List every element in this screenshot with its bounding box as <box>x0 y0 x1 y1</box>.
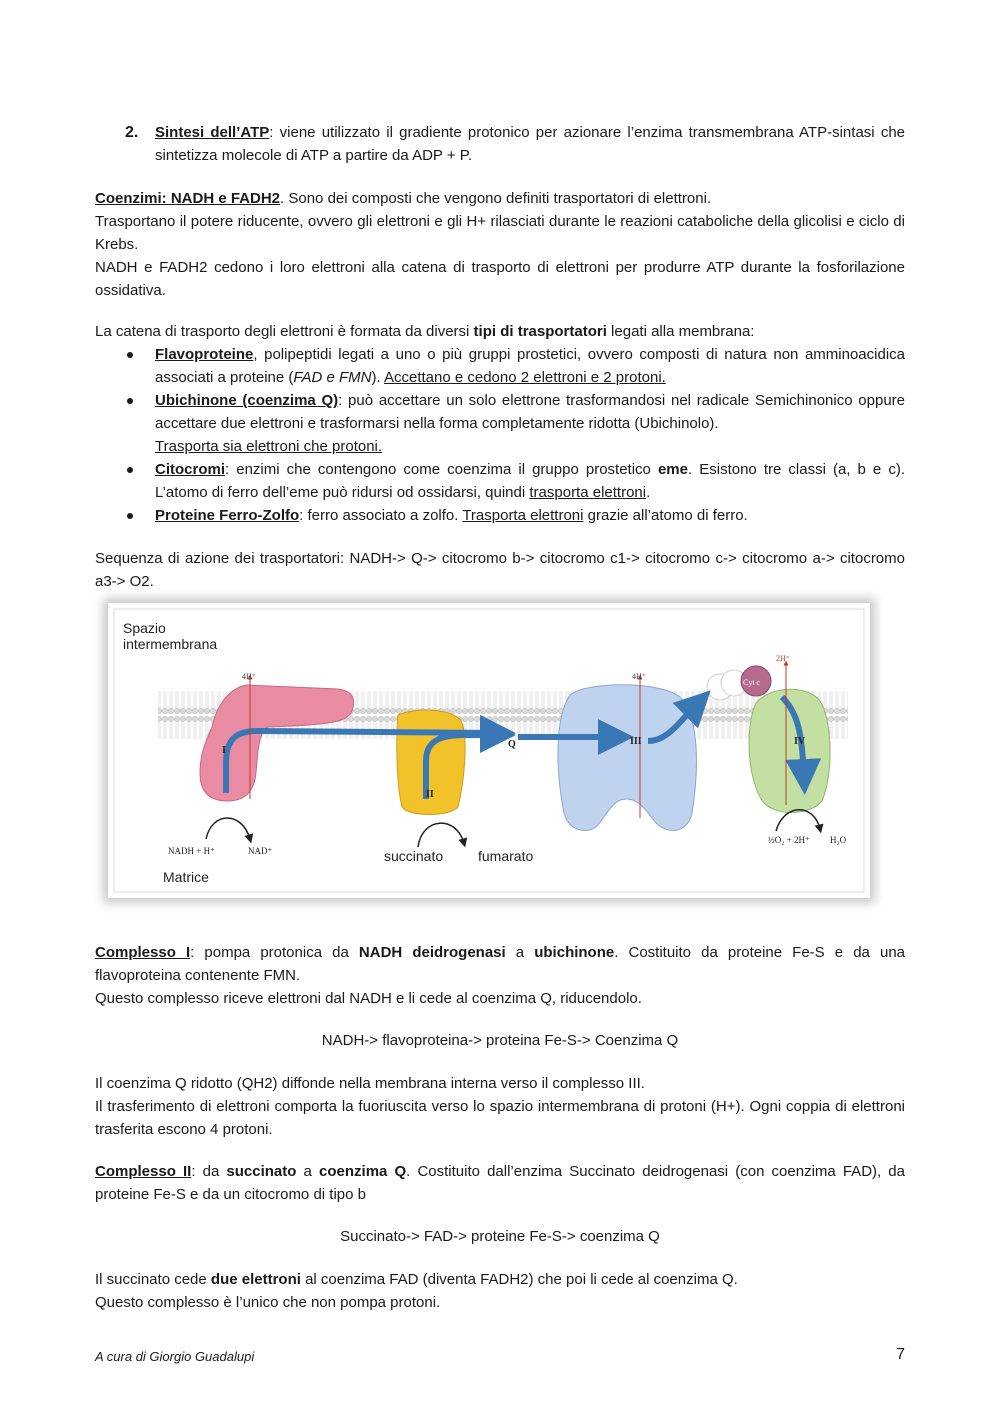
label-4h-left: 4H⁺ <box>242 672 256 681</box>
bullet-text: : enzimi che contengono come coenzima il gruppo prostetico <box>225 461 658 478</box>
label-nadh: NADH + H⁺ <box>168 846 215 856</box>
complesso-i-paragraph-2 <box>95 1072 905 1141</box>
label-fumarato: fumarato <box>478 848 534 864</box>
bullet-title: Ubichinone (coenzima Q) <box>155 392 339 409</box>
etc-diagram <box>108 603 870 898</box>
bullet-underline: Accettano e cedono 2 elettroni e 2 protoni. <box>383 369 666 386</box>
label-cyt-c: Cyt c <box>743 678 761 687</box>
item-title: Sintesi dell’ATP <box>155 124 270 141</box>
sequence-paragraph: Sequenza di azione dei trasportatori: NADH-> Q-> citocromo b-> citocromo c1-> citocromo c-> citocromo a-> citocromo a3-> O2. <box>95 550 905 590</box>
carriers-list <box>125 343 905 527</box>
complesso-i-title: Complesso I <box>95 944 191 961</box>
bullet-underline: trasporta elettroni <box>529 484 647 501</box>
complesso-i-paragraph <box>95 941 905 1010</box>
bullet-underline: Trasporta sia elettroni che protoni. <box>155 438 383 455</box>
bullet-dot <box>127 513 133 519</box>
complesso-ii-formula: Succinato-> FAD-> proteine Fe-S-> coenzima Q <box>340 1228 660 1245</box>
label-oxygen: ½O₂ + 2H⁺ <box>768 835 810 845</box>
bold-text: NADH deidrogenasi <box>358 944 506 961</box>
text: Il trasferimento di elettroni comporta la fuoriuscita verso lo spazio intermembrana di protoni (H+). Ogni coppia di elettroni trasferita escono 4 protoni. <box>95 1098 905 1138</box>
bullet-text: grazie all’atomo di ferro. <box>583 507 748 524</box>
bold-text: succinato <box>226 1163 297 1180</box>
label-4h-right: 4H⁺ <box>632 672 646 681</box>
text: . Costituito da proteine Fe-S e da una flavoproteina contenente FMN. <box>95 944 906 984</box>
list-item-flavoproteine <box>125 343 905 389</box>
catena-intro <box>95 320 905 343</box>
bullet-text: : ferro associato a zolfo. <box>299 507 463 524</box>
coenzimi-title: Coenzimi: NADH e FADH2 <box>95 190 281 207</box>
complesso-ii-paragraph <box>95 1160 905 1206</box>
bullet-title: Citocromi <box>155 461 226 478</box>
catena-intro-bold: tipi di trasportatori <box>473 323 607 340</box>
catena-intro-text: La catena di trasporto degli elettroni è formata da diversi <box>95 323 474 340</box>
bold-text: coenzima Q <box>319 1163 407 1180</box>
coenzimi-line3: NADH e FADH2 cedono i loro elettroni alla catena di trasporto di elettroni per produrre ATP durante la fosforilazione ossidativa. <box>95 259 905 299</box>
bold-text: ubichinone <box>534 944 615 961</box>
label-nad: NAD⁺ <box>248 846 273 856</box>
label-complex-iii: III <box>630 736 642 747</box>
bullet-text: . Esistono tre classi (a, b e c). L’atomo di ferro dell’eme può ridursi od ossidarsi, quindi <box>155 461 905 501</box>
list-item-ferro-zolfo <box>125 504 905 527</box>
label-spazio: Spazio <box>123 620 166 636</box>
label-succinato: succinato <box>384 848 444 864</box>
bullet-bold: eme <box>657 461 688 478</box>
label-complex-iv: IV <box>794 736 806 747</box>
bullet-dot <box>127 352 133 358</box>
text: : pompa protonica da <box>190 944 359 961</box>
text: : da <box>191 1163 227 1180</box>
text: Il coenzima Q ridotto (QH2) diffonde nella membrana interna verso il complesso III. <box>95 1075 645 1092</box>
coenzimi-line2: Trasportano il potere riducente, ovvero gli elettroni e gli H+ rilasciati durante le reazioni cataboliche della glicolisi e ciclo di Krebs. <box>95 213 905 253</box>
bullet-title: Flavoproteine <box>155 346 254 363</box>
list-item-citocromi <box>125 458 905 504</box>
list-item-ubichinone <box>125 389 905 458</box>
numbered-item-atp-synthesis <box>125 121 905 167</box>
bullet-title: Proteine Ferro-Zolfo <box>155 507 300 524</box>
complesso-ii-paragraph-2 <box>95 1268 905 1314</box>
footer-author: A cura di Giorgio Guadalupi <box>95 1349 255 1364</box>
bullet-text: , polipeptidi legati a uno o più gruppi prostetici, ovvero composti di natura non amminoacidica associati a proteine ( <box>155 346 905 386</box>
label-complex-i: I <box>222 745 226 756</box>
page-number: 7 <box>896 1346 905 1363</box>
text: a <box>505 944 535 961</box>
coenzimi-line1: . Sono dei composti che vengono definiti trasportatori di elettroni. <box>280 190 712 207</box>
bullet-dot <box>127 467 133 473</box>
complesso-i-formula: NADH-> flavoproteina-> proteina Fe-S-> Coenzima Q <box>321 1032 679 1049</box>
catena-intro-end: legati alla membrana: <box>606 323 755 340</box>
label-complex-ii: II <box>426 789 434 800</box>
coenzimi-section <box>95 187 905 302</box>
text: a <box>296 1163 320 1180</box>
text: al coenzima FAD (diventa FADH2) che poi li cede al coenzima Q. <box>300 1271 738 1288</box>
bullet-underline: Trasporta elettroni <box>462 507 584 524</box>
label-2h: 2H⁺ <box>776 654 790 663</box>
text: Il succinato cede <box>95 1271 211 1288</box>
item-text: : viene utilizzato il gradiente protonico per azionare l’enzima transmembrana ATP-sintasi che sintetizza molecole di ATP a partire da ADP + P. <box>155 124 905 164</box>
electron-transport-chain-figure <box>108 603 870 898</box>
bullet-italic: FAD e FMN <box>293 369 372 386</box>
item-number: 2. <box>125 124 139 141</box>
label-q: Q <box>508 739 516 750</box>
text: Questo complesso è l’unico che non pompa protoni. <box>95 1294 441 1311</box>
bullet-dot <box>127 398 133 404</box>
bold-text: due elettroni <box>210 1271 301 1288</box>
label-intermembrana: intermembrana <box>123 636 218 652</box>
label-water: H₂O <box>830 835 847 845</box>
complesso-i-line2: Questo complesso riceve elettroni dal NADH e li cede al coenzima Q, riducendolo. <box>95 990 642 1007</box>
bullet-text: : può accettare un solo elettrone trasformandosi nel radicale Semichinonico oppure accettare due elettroni e trasformarsi nella forma completamente ridotta (Ubichinolo). <box>155 392 906 432</box>
bullet-text: . <box>646 484 651 501</box>
label-matrice: Matrice <box>163 869 209 885</box>
bullet-text: ). <box>371 369 384 386</box>
complesso-ii-title: Complesso II <box>95 1163 192 1180</box>
text: . Costituito dall’enzima Succinato deidrogenasi (con coenzima FAD), da proteine Fe-S e da un citocromo di tipo b <box>95 1163 905 1203</box>
